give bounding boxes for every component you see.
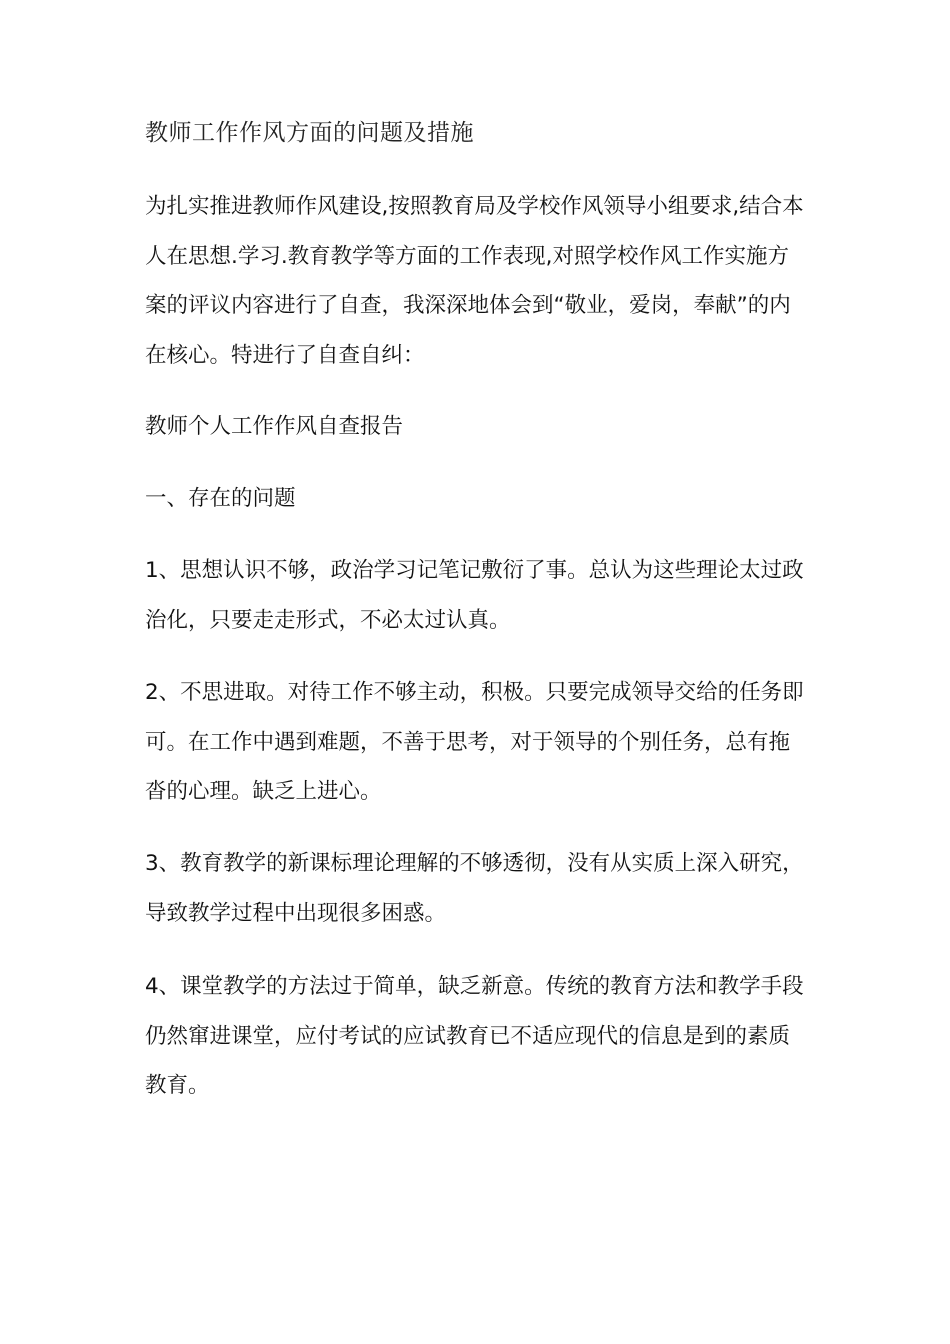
report-title: 教师个人工作作风自查报告: [145, 414, 404, 439]
intro-paragraph: 为扎实推进教师作风建设,按照教育局及学校作风领导小组要求,结合本人在思想.学习.教育教学等方面的工作表现,对照学校作风工作实施方案的评议内容进行了自查，我深深地体会到“敬业，爱岗，奉献”的内在核心。特进行了自查自纠：: [145, 194, 804, 368]
problem-item-3: 3、教育教学的新课标理论理解的不够透彻，没有从实质上深入研究，导致教学过程中出现很多困惑。: [145, 851, 804, 926]
document-title: 教师工作作风方面的问题及措施: [145, 120, 474, 146]
problem-item-4: 4、课堂教学的方法过于简单，缺乏新意。传统的教育方法和教学手段仍然窜进课堂，应付考试的应试教育已不适应现代的信息是到的素质教育。: [145, 974, 804, 1098]
problem-item-1: 1、思想认识不够，政治学习记笔记敷衍了事。总认为这些理论太过政治化，只要走走形式，不必太过认真。: [145, 558, 804, 633]
problem-item-2: 2、不思进取。对待工作不够主动，积极。只要完成领导交给的任务即可。在工作中遇到难题，不善于思考，对于领导的个别任务，总有拖沓的心理。缺乏上进心。: [145, 680, 804, 804]
section-heading: 一、存在的问题: [145, 486, 296, 511]
